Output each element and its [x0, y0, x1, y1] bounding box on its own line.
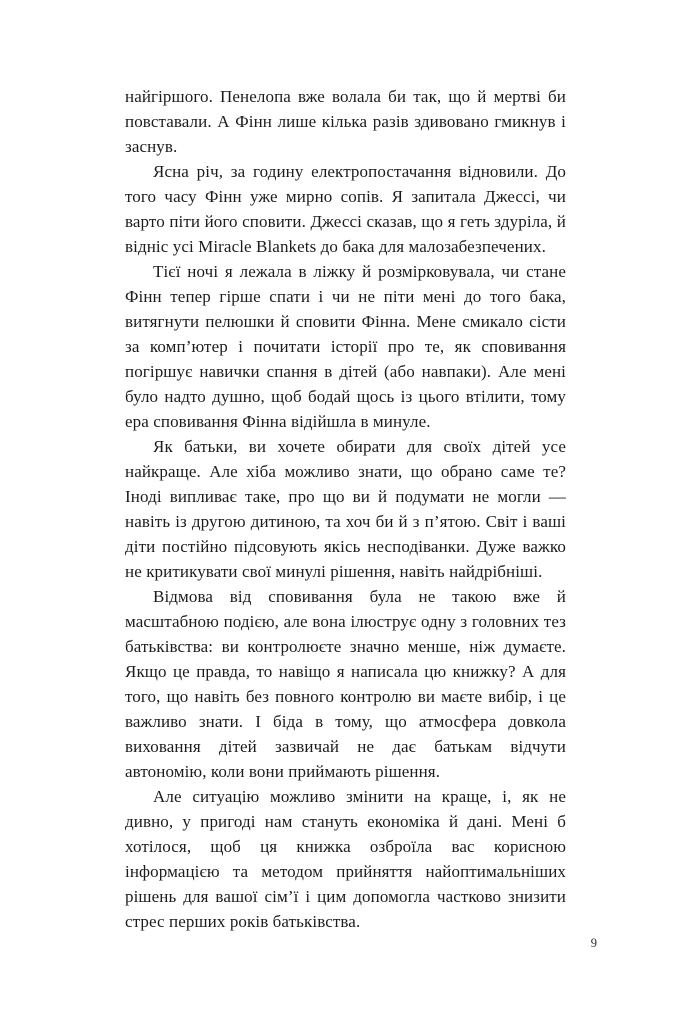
paragraph: Ясна річ, за годину електропостачання відновили. До того часу Фінн уже мирно сопів. Я запитала Джессі, чи варто піти його сповити. Джессі сказав, що я геть здуріла, й відніс усі Miracle Blankets до бака для малозабезпечених.: [125, 162, 566, 256]
paragraph: Але ситуацію можливо змінити на краще, і, як не дивно, у пригоді нам стануть економіка й дані. Мені б хотілося, щоб ця книжка озброїла вас корисною інформацією та методом прийняття найоптимальніших рішень для вашої сім’ї і цим допомогла частково знизити стрес перших років батьківства.: [125, 787, 566, 931]
page-text: [125, 84, 566, 934]
page-number: 9: [590, 936, 597, 950]
paragraph: Відмова від сповивання була не такою вже й масштабною подією, але вона ілюструє одну з головних тез батьківства: ви контролюєте значно менше, ніж думаєте. Якщо це правда, то навіщо я написала цю книжку? А для того, що навіть без повного контролю ви маєте вибір, і це важливо знати. І біда в тому, що атмосфера довкола виховання дітей зазвичай не дає батькам відчути автономію, коли вони приймають рішення.: [125, 587, 566, 781]
paragraph: Як батьки, ви хочете обирати для своїх дітей усе найкраще. Але хіба можливо знати, що обрано саме те? Іноді випливає таке, про що ви й подумати не могли — навіть із другою дитиною, та хоч би й з п’ятою. Світ і ваші діти постійно підсовують якісь несподіванки. Дуже важко не критикувати свої минулі рішення, навіть найдрібніші.: [125, 437, 566, 581]
paragraph: найгіршого. Пенелопа вже волала би так, що й мертві би повставали. А Фінн лише кілька разів здивовано гмикнув і заснув.: [125, 87, 566, 156]
paragraph: Тієї ночі я лежала в ліжку й розмірковувала, чи стане Фінн тепер гірше спати і чи не піти мені до того бака, витягнути пелюшки й сповити Фінна. Мене смикало сісти за комп’ютер і почитати історії про те, як сповивання погіршує навички спання в дітей (або навпаки). Але мені було надто душно, щоб бодай щось із цього втілити, тому ера сповивання Фінна відійшла в минуле.: [125, 262, 566, 431]
